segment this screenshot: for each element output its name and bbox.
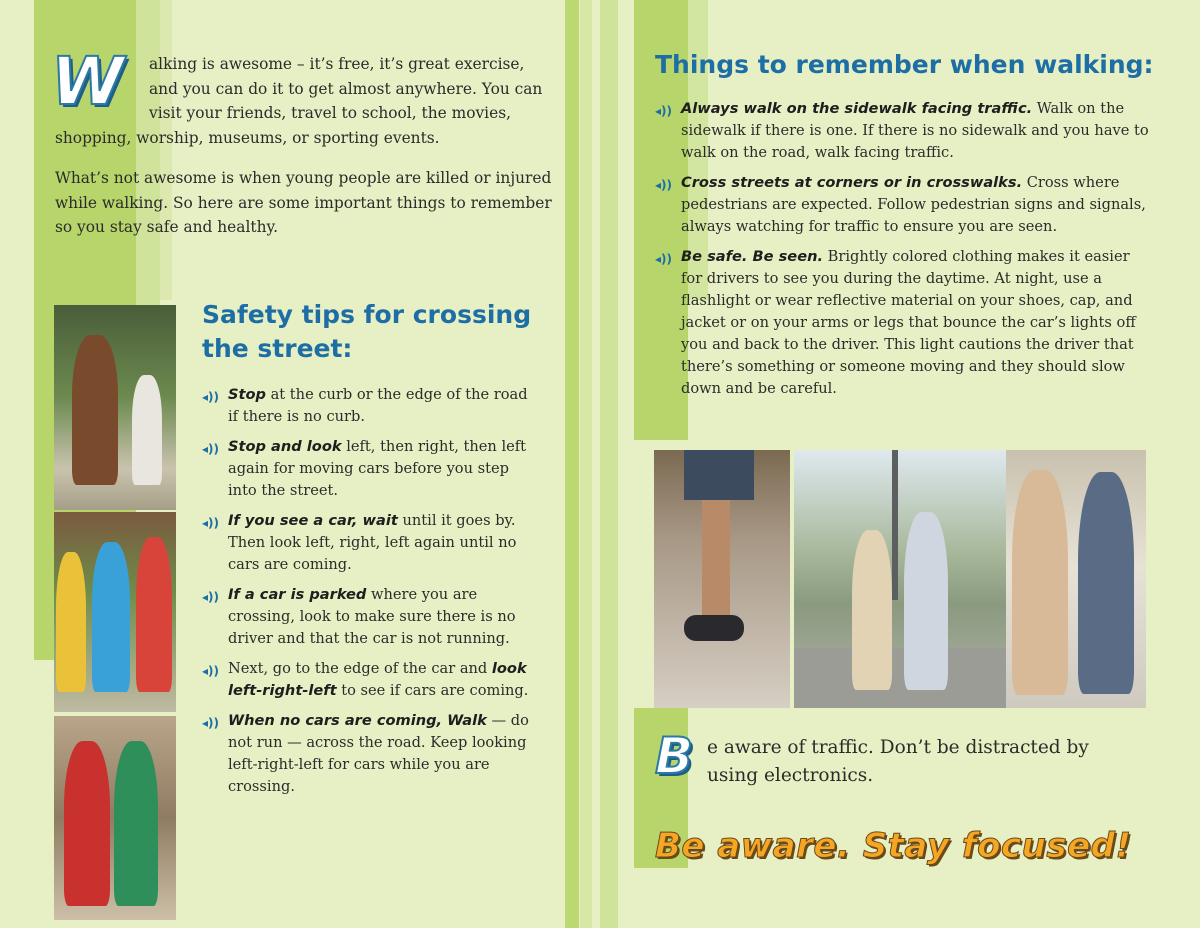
be-aware-text [655, 727, 1135, 790]
list-item: ◂)) Stop at the curb or the edge of the road if there is no curb. [202, 386, 528, 425]
photo-feet-stepping [654, 450, 790, 708]
person-figure [136, 537, 172, 692]
person-figure [904, 512, 948, 690]
leg-shape [702, 500, 730, 620]
sound-wave-icon: ◂)) [202, 590, 219, 604]
dropcap-b: B [655, 727, 694, 785]
sound-wave-icon: ◂)) [655, 178, 672, 192]
sound-wave-icon: ◂)) [655, 252, 672, 266]
photo-man-and-girl-walking [54, 305, 176, 510]
dropcap-w: W [51, 43, 124, 120]
sound-wave-icon: ◂)) [655, 104, 672, 118]
intro-paragraph-1-text: alking is awesome – it’s free, it’s great exercise, and you can do it to get almost anywhere. You can visit your friends, travel to school, the movies, shopping, worship, museums, or sporting events. [55, 55, 543, 147]
shoe-shape [684, 615, 744, 641]
person-figure [852, 530, 892, 690]
person-figure [132, 375, 162, 485]
fold-stripe [580, 0, 592, 928]
safety-tips-list [202, 384, 542, 806]
sound-wave-icon: ◂)) [202, 390, 219, 404]
sound-wave-icon: ◂)) [202, 716, 219, 730]
person-figure [56, 552, 86, 692]
signal-pole [892, 450, 898, 600]
photo-two-teens-crosswalk [794, 450, 1006, 708]
safety-tips-heading: Safety tips for crossing the street: [202, 300, 532, 363]
things-to-remember-heading: Things to remember when walking: [655, 50, 1154, 79]
person-figure [1078, 472, 1134, 694]
list-item: ◂)) Next, go to the edge of the car and look left-right-left to see if cars are coming. [202, 660, 529, 699]
person-figure [64, 741, 110, 906]
list-item: ◂)) Cross streets at corners or in crosswalks. Cross where pedestrians are expected. Follow pedestrian signs and signals, always watching for traffic to ensure you are seen. [655, 174, 1146, 235]
person-figure [72, 335, 118, 485]
be-aware-text-body: e aware of traffic. Don’t be distracted by using electronics. [707, 737, 1089, 786]
person-figure [1012, 470, 1068, 695]
photo-two-girls-walking [54, 716, 176, 920]
list-item: ◂)) When no cars are coming, Walk — do not run — across the road. Keep looking left-right-left for cars while you are crossing. [202, 712, 529, 795]
list-item: ◂)) If you see a car, wait until it goes by. Then look left, right, left again until no cars are coming. [202, 512, 517, 573]
list-item: ◂)) Be safe. Be seen. Brightly colored clothing makes it easier for drivers to see you during the daytime. At night, use a flashlight or wear reflective material on your shoes, cap, and jacket or on your arms or legs that bounce the car’s lights off you and back to the driver. This light cautions the driver that there’s something or someone moving and they should slow down and be careful. [655, 248, 1136, 397]
list-item: ◂)) Always walk on the sidewalk facing traffic. Walk on the sidewalk if there is one. If there is no sidewalk and you have to walk on the road, walk facing traffic. [655, 100, 1149, 161]
things-to-remember-list [655, 98, 1151, 408]
person-figure [92, 542, 130, 692]
sound-wave-icon: ◂)) [202, 516, 219, 530]
street-shape [794, 648, 1006, 708]
fold-stripe [565, 0, 579, 928]
intro-text [51, 43, 555, 256]
intro-paragraph-1 [51, 43, 555, 150]
intro-paragraph-2: What’s not awesome is when young people are killed or injured while walking. So here are some important things to remember so you stay safe and healthy. [55, 169, 552, 236]
shorts-shape [684, 450, 754, 500]
person-figure [114, 741, 158, 906]
photo-three-teens-walking [54, 512, 176, 712]
sound-wave-icon: ◂)) [202, 442, 219, 456]
sound-wave-icon: ◂)) [202, 664, 219, 678]
list-item: ◂)) If a car is parked where you are crossing, look to make sure there is no driver and that the car is not running. [202, 586, 516, 647]
photo-two-girls-walking [1006, 450, 1146, 708]
slogan: Be aware. Stay focused! [655, 826, 1132, 866]
fold-stripe [600, 0, 618, 928]
list-item: ◂)) Stop and look left, then right, then left again for moving cars before you step into the street. [202, 438, 527, 499]
